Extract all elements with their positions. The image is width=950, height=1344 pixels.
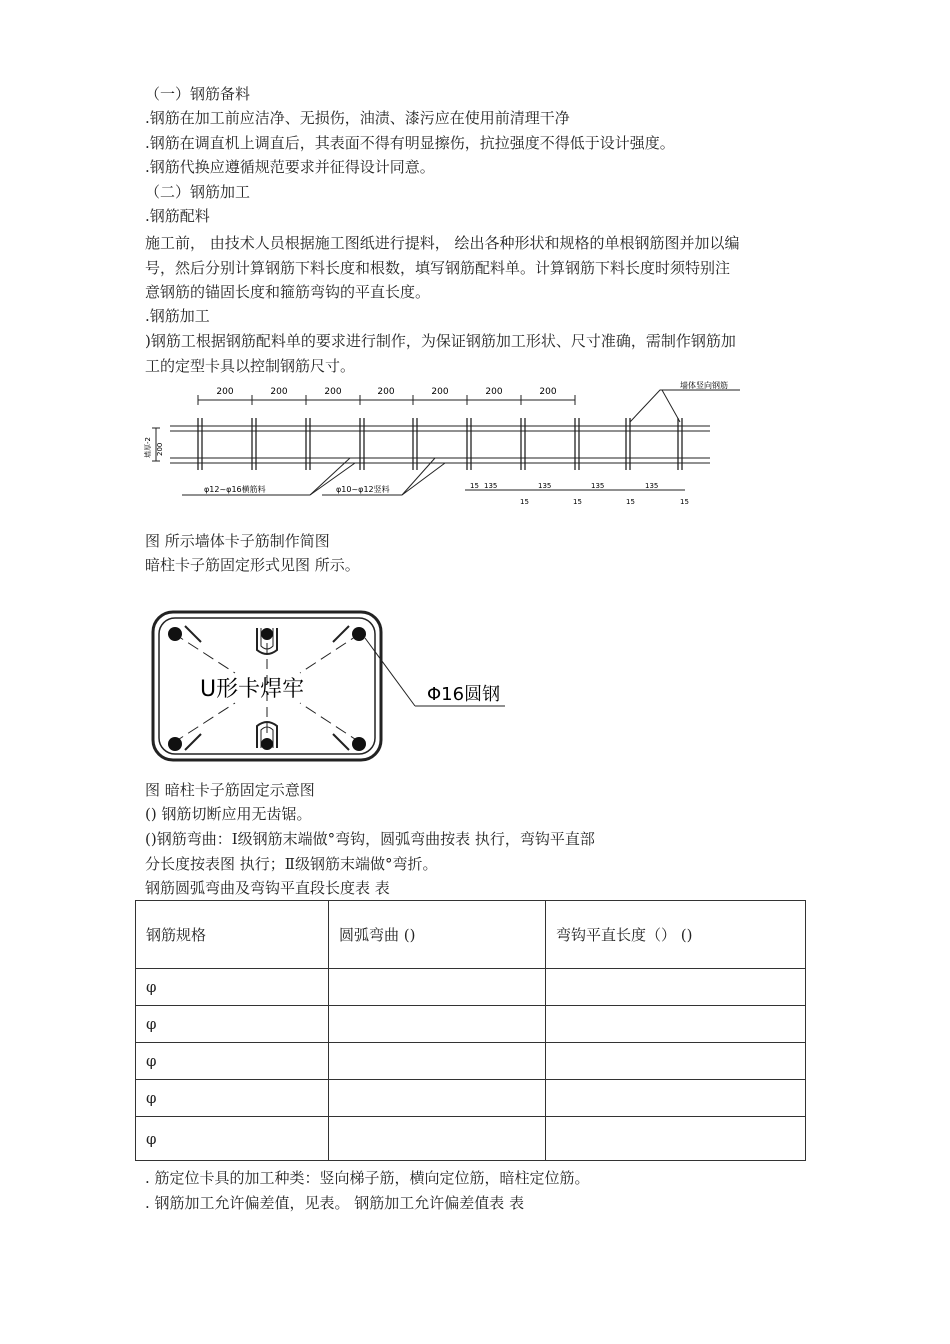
paragraph: .钢筋代换应遵循规范要求并征得设计同意。 [145, 158, 435, 176]
paragraph: 工的定型卡具以控制钢筋尺寸。 [145, 357, 356, 375]
table-cell: φ [136, 1043, 329, 1080]
table-header-cell: 钢筋规格 [136, 901, 329, 969]
dim-label: 200 [324, 387, 342, 397]
dim-label: 200 [539, 387, 557, 397]
table-cell: φ [136, 1006, 329, 1043]
paragraph: （一）钢筋备料 [145, 85, 251, 103]
table-cell [329, 1117, 546, 1161]
table-row [136, 1117, 806, 1161]
table-cell [546, 969, 806, 1006]
dim-label: 135 [645, 482, 659, 490]
paragraph: .钢筋在调直机上调直后，其表面不得有明显擦伤，抗拉强度不得低于设计强度。 [145, 134, 675, 152]
figure-caption: 图 暗柱卡子筋固定示意图 [145, 781, 315, 799]
callout-label: 墙体竖向钢筋 [680, 381, 728, 390]
dim-label: 200 [377, 387, 395, 397]
table-header-row [136, 901, 806, 969]
paragraph: ()钢筋弯曲：Ⅰ级钢筋末端做°弯钩，圆弧弯曲按表 执行，弯钩平直部 [145, 830, 595, 848]
wall-clip-bar-figure [140, 378, 728, 513]
table-header-cell: 圆弧弯曲 () [329, 901, 546, 969]
table-row [136, 1080, 806, 1117]
side-dim: 200 [156, 442, 164, 456]
paragraph: 暗柱卡子筋固定形式见图 所示。 [145, 556, 360, 574]
figure-callout-text: Φ16圆钢 [427, 684, 501, 705]
dim-label: 15 [573, 498, 582, 506]
dim-label: 200 [216, 387, 234, 397]
table-cell [546, 1043, 806, 1080]
paragraph: . 筋定位卡具的加工种类：竖向梯子筋，横向定位筋，暗柱定位筋。 [145, 1169, 590, 1187]
table-row [136, 1043, 806, 1080]
table-row [136, 1006, 806, 1043]
figure-center-text: U形卡焊牢 [200, 677, 305, 702]
dim-label: 135 [484, 482, 498, 490]
table-row [136, 969, 806, 1006]
paragraph: 意钢筋的锚固长度和箍筋弯钩的平直长度。 [145, 283, 431, 301]
table-header-cell: 弯钩平直长度（） () [546, 901, 806, 969]
table-cell [546, 1117, 806, 1161]
dim-label: 135 [591, 482, 605, 490]
paragraph: .钢筋在加工前应洁净、无损伤，油渍、漆污应在使用前清理干净 [145, 109, 570, 127]
dim-label: 15 [626, 498, 635, 506]
dim-label: 135 [538, 482, 552, 490]
table-caption: 钢筋圆弧弯曲及弯钩平直段长度表 表 [145, 879, 390, 897]
paragraph: . 钢筋加工允许偏差值，见表。 钢筋加工允许偏差值表 表 [145, 1194, 525, 1212]
callout-label: φ10~φ12竖料 [336, 485, 390, 494]
paragraph: .钢筋加工 [145, 307, 210, 325]
paragraph: .钢筋配料 [145, 207, 210, 225]
section-heading: （二）钢筋加工 [145, 183, 251, 201]
paragraph: )钢筋工根据钢筋配料单的要求进行制作，为保证钢筋加工形状、尺寸准确，需制作钢筋加 [145, 332, 736, 350]
table-cell [329, 1080, 546, 1117]
table-cell [329, 1043, 546, 1080]
table-cell [546, 1080, 806, 1117]
table-cell [329, 969, 546, 1006]
dim-label: 15 [680, 498, 689, 506]
table-cell: φ [136, 1117, 329, 1161]
dim-label: 200 [270, 387, 288, 397]
paragraph: () 钢筋切断应用无齿锯。 [145, 805, 312, 823]
table-cell: φ [136, 1080, 329, 1117]
dim-label: 15 [470, 482, 479, 490]
dim-label: 200 [431, 387, 449, 397]
callout-label: φ12~φ16横筋料 [204, 485, 266, 494]
hidden-column-clip-figure [145, 598, 515, 768]
bending-table [135, 900, 806, 1161]
dim-label: 15 [520, 498, 529, 506]
paragraph: 施工前， 由技术人员根据施工图纸进行提料， 绘出各种形状和规格的单根钢筋图并加以编 [145, 234, 740, 252]
paragraph: 分长度按表图 执行；Ⅱ级钢筋末端做°弯折。 [145, 855, 438, 873]
table-cell [329, 1006, 546, 1043]
side-label: 墙厚-2 [144, 437, 152, 458]
dim-label: 200 [485, 387, 503, 397]
paragraph: 号，然后分别计算钢筋下料长度和根数，填写钢筋配料单。计算钢筋下料长度时须特别注 [145, 259, 731, 277]
table-cell: φ [136, 969, 329, 1006]
figure-caption: 图 所示墙体卡子筋制作简图 [145, 532, 330, 550]
table-cell [546, 1006, 806, 1043]
